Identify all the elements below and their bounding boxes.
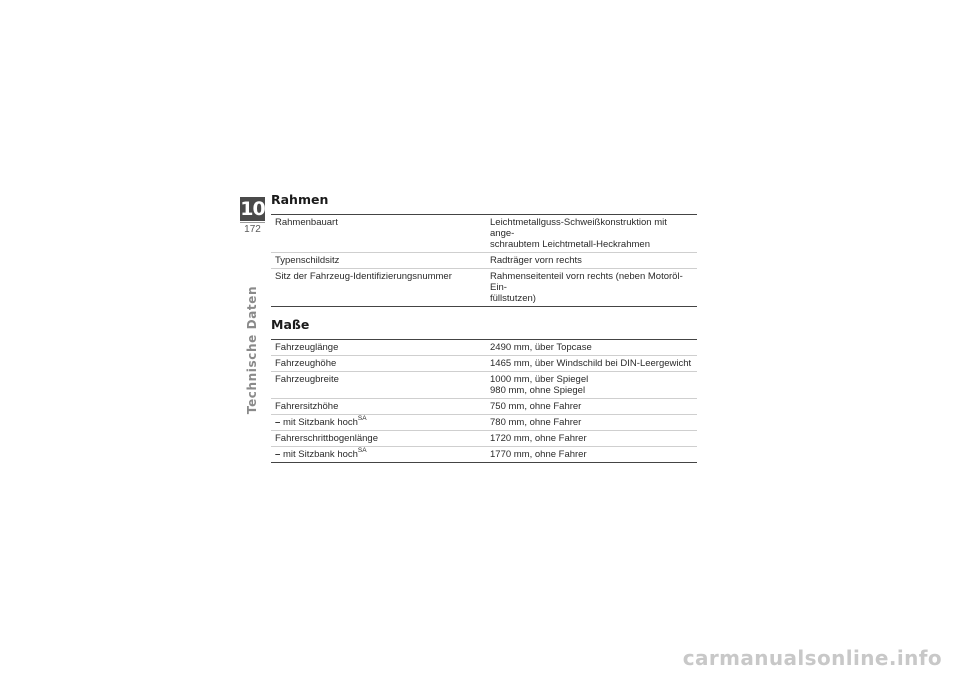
table-row [271,372,697,399]
spec-table-masse [271,339,697,463]
table-row [271,269,697,307]
spec-value: 2490 mm, über Topcase [486,340,697,356]
spec-value: Radträger vorn rechts [486,253,697,269]
spec-value: 780 mm, ohne Fahrer [486,415,697,431]
spec-value: Rahmenseitenteil vorn rechts (neben Motoröl-Ein- füllstutzen) [490,271,683,304]
chapter-divider [240,222,265,223]
table-row [271,399,697,415]
spec-label: Fahrzeuglänge [271,340,486,356]
dash-marker: – [275,449,281,460]
special-equipment-mark: SA [357,446,367,454]
section-heading: Maße [271,317,310,332]
spec-label-sub [271,447,486,463]
spec-label: Fahrzeugbreite [271,372,486,399]
table-row [271,253,697,269]
spec-table-rahmen [271,214,697,307]
table-row [271,447,697,463]
spec-label: Rahmenbauart [271,215,486,253]
spec-label-text: mit Sitzbank hoch [282,449,358,460]
page-number: 172 [244,224,261,235]
dash-marker: – [275,417,281,428]
watermark-text: carmanualsonline.info [682,646,942,670]
spec-value: 1770 mm, ohne Fahrer [490,449,587,460]
chapter-number-badge: 10 [240,198,265,220]
section-heading: Rahmen [271,192,329,207]
chapter-title-text: Technische Daten [245,285,259,415]
spec-value: 750 mm, ohne Fahrer [486,399,697,415]
spec-value: 1720 mm, ohne Fahrer [486,431,697,447]
spec-label: Sitz der Fahrzeug-Identifizierungsnummer [275,271,452,282]
spec-label: Fahrzeughöhe [271,356,486,372]
table-row [271,415,697,431]
table-row [271,431,697,447]
spec-label-sub [271,415,486,431]
table-row [271,356,697,372]
table-row [271,215,697,253]
page-content [271,192,697,473]
spec-label: Fahrerschrittbogenlänge [271,431,486,447]
spec-value: Leichtmetallguss-Schweißkonstruktion mit ange- schraubtem Leichtmetall-Heckrahmen [486,215,697,253]
table-row [271,340,697,356]
section-rahmen [271,192,697,307]
spec-value: 1000 mm, über Spiegel 980 mm, ohne Spiegel [486,372,697,399]
spec-value: 1465 mm, über Windschild bei DIN-Leergewicht [486,356,697,372]
spec-label: Typenschildsitz [271,253,486,269]
spec-label: Fahrersitzhöhe [271,399,486,415]
spec-label-text: mit Sitzbank hoch [282,417,358,428]
special-equipment-mark: SA [357,414,367,422]
section-masse [271,317,697,463]
